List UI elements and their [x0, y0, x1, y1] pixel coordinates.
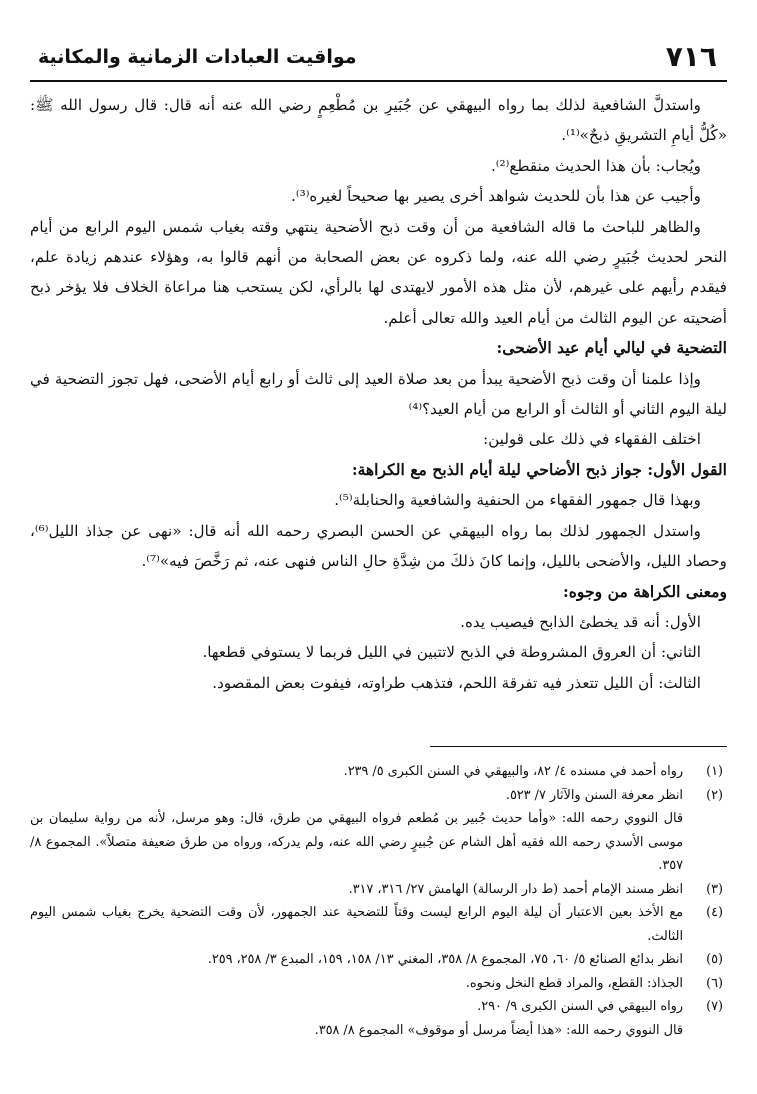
- paragraph: واستدلَّ الشافعية لذلك بما رواه البيهقي عن جُبَيرِ بن مُطْعِمٍ رضي الله عنه أنه قال: قال رسول الله ﷺ: «كُلُّ أيامِ التشريقِ ذبحٌ»⁽¹⁾.: [30, 96, 727, 145]
- footnote-number: (٧): [706, 999, 723, 1014]
- section-heading: التضحية في ليالي أيام عيد الأضحى:: [496, 338, 727, 358]
- section-heading: ومعنى الكراهة من وجوه:: [563, 581, 727, 601]
- paragraph: الثاني: أن العروق المشروطة في الذبح لاتتبين في الليل فربما لا يستوفي قطعها.: [202, 643, 701, 662]
- footnote: [30, 948, 727, 972]
- footnote: [30, 901, 727, 948]
- paragraph: وبهذا قال جمهور الفقهاء من الحنفية والشافعية والحنابلة⁽⁵⁾.: [334, 491, 701, 510]
- footnotes: [30, 760, 727, 1042]
- footnote-text: قال النووي رحمه الله: «هذا أيضاً مرسل أو موقوف» المجموع ٨/ ٣٥٨.: [314, 1022, 683, 1038]
- footnote: [30, 972, 727, 996]
- footnote-number: (٤): [706, 905, 723, 920]
- paragraph: اختلف الفقهاء في ذلك على قولين:: [483, 430, 701, 449]
- paragraph: واستدل الجمهور لذلك بما رواه البيهقي عن الحسن البصري رحمه الله أنه قال: «نهى عن جذاذ الليل⁽⁶⁾، وحصاد الليل، والأضحى بالليل، وإنما كانَ ذلكَ من شِدَّةِ حالِ الناس فنهى عنه، ثم رَخَّصَ فيه»⁽⁷⁾.: [30, 521, 727, 571]
- footnote-text: الجذاذ: القطع، والمراد قطع النخل ونحوه.: [465, 975, 683, 991]
- footnote: [30, 784, 727, 878]
- footnote-number: (٥): [706, 952, 723, 967]
- footnote-text: مع الأخذ بعين الاعتبار أن ليلة اليوم الرابع ليست وقتاً للتضحية عند الجمهور، لأن وقت التضحية يخرج بغياب شمس اليوم الثالث.: [30, 905, 683, 944]
- footnote-separator: [430, 746, 727, 747]
- footnote-text: انظر مسند الإمام أحمد (ط دار الرسالة) الهامش ٢٧/ ٣١٦، ٣١٧.: [348, 881, 683, 897]
- footnote-number: (١): [706, 764, 723, 779]
- footnote-number: (٦): [706, 975, 723, 991]
- footnote-text: انظر معرفة السنن والآثار ٧/ ٥٢٣.: [505, 787, 683, 803]
- footnote-number: (٢): [706, 787, 723, 803]
- paragraph: وأجيب عن هذا بأن للحديث شواهد أخرى يصير بها صحيحاً لغيره⁽³⁾.: [291, 187, 701, 206]
- paragraph: الثالث: أن الليل تتعذر فيه تفرقة اللحم، فتذهب طراوته، فيفوت بعض المقصود.: [212, 673, 701, 692]
- paragraph: الأول: أنه قد يخطئ الذابح فيصيب يده.: [460, 612, 701, 631]
- paragraph: وإذا علمنا أن وقت ذبح الأضحية يبدأ من بعد صلاة العيد إلى ثالث أو رابع أيام الأضحى، فهل تجوز التضحية في ليلة اليوم الثاني أو الثالث أو الرابع من أيام العيد؟⁽⁴⁾: [30, 369, 727, 419]
- footnote-text: انظر بدائع الصنائع ٥/ ٦٠، ٧٥، المجموع ٨/ ٣٥٨، المغني ١٣/ ١٥٨، ١٥٩، المبدع ٣/ ٢٥٨، ٢٥٩.: [207, 952, 683, 967]
- footnote-text: قال النووي رحمه الله: «وأما حديث جُبير بن مُطعم فرواه البيهقي من طرق، قال: وهو مرسل، لأنه من رواية سليمان بن موسى الأسدي رحمه الله فقيه أهل الشام عن جُبيرٍ رضي الله عنه، ولم يدركه، ورواه من طرق ضعيفة متصلاً». المجموع ٨/ ٣٥٧.: [30, 811, 683, 873]
- running-title: مواقيت العبادات الزمانية والمكانية: [38, 46, 357, 68]
- footnote-number: (٣): [706, 881, 723, 897]
- footnote: [30, 878, 727, 902]
- footnote: [30, 995, 727, 1042]
- paragraph: والظاهر للباحث ما قاله الشافعية من أن وقت ذبح الأضحية ينتهي وقته بغياب شمس اليوم الرابع من أيام النحر لحديث جُبَيرٍ رضي الله عنه، ولما ذكروه عن بعض الصحابة من أنهم قالوا به، وهؤلاء عندهم زيادة علم، فيقدم رأيهم على غيرهم، لأن مثل هذه الأمور لايهتدى لها بالرأي، لكن يستحب هنا مراعاة الخلاف فلا يؤخر ذبح أضحيته عن اليوم الثالث من أيام العيد والله تعالى أعلم.: [30, 217, 727, 327]
- book-page: [30, 0, 727, 1094]
- footnote: [30, 760, 727, 784]
- footnote-text: رواه أحمد في مسنده ٤/ ٨٢، والبيهقي في السنن الكبرى ٥/ ٢٣٩.: [343, 764, 683, 779]
- page-header: [30, 38, 727, 78]
- main-text: [30, 90, 727, 698]
- footnote-text: رواه البيهقي في السنن الكبرى ٩/ ٢٩٠.: [477, 999, 683, 1014]
- section-heading: القول الأول: جواز ذبح الأضاحي ليلة أيام الذبح مع الكراهة:: [351, 459, 727, 479]
- paragraph: ويُجاب: بأن هذا الحديث منقطع⁽²⁾.: [490, 156, 701, 175]
- page-number: ٧١٦: [665, 40, 717, 73]
- header-rule: [30, 80, 727, 82]
